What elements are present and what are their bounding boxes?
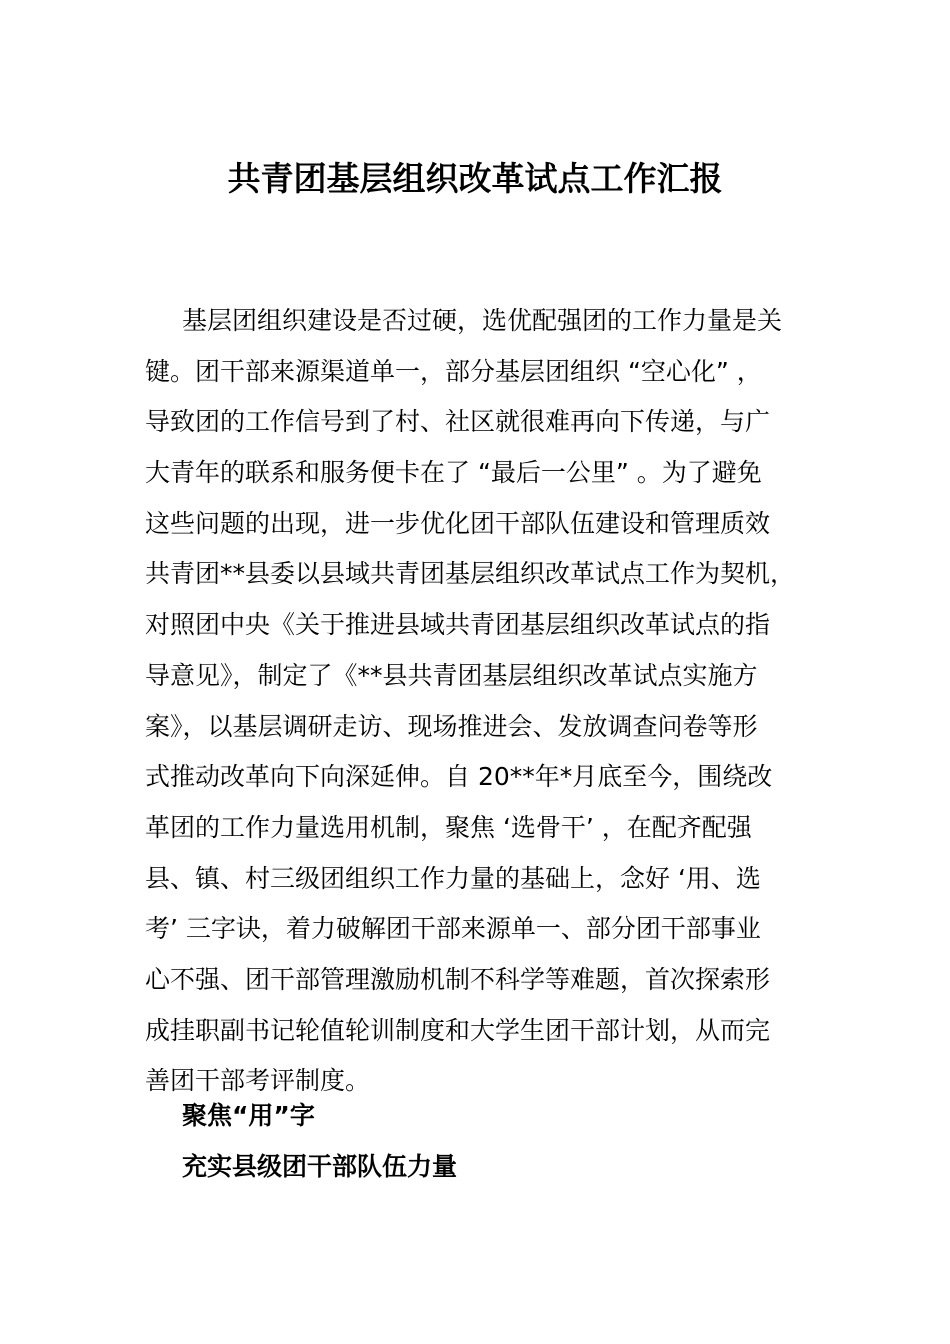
paragraph-line: 考’ 三字诀，着力破解团干部来源单一、部分团干部事业: [145, 914, 761, 944]
paragraph-line: 对照团中央《关于推进县域共青团基层组织改革试点的指: [145, 610, 771, 640]
paragraph-line: 善团干部考评制度。: [145, 1066, 371, 1096]
paragraph-line: 大青年的联系和服务便卡在了 “最后一公里” 。为了避免: [145, 458, 762, 488]
document-title: 共青团基层组织改革试点工作汇报: [227, 159, 723, 198]
paragraph-line: 共青团**县委以县域共青团基层组织改革试点工作为契机，: [145, 559, 796, 589]
subsection-heading: 充实县级团干部队伍力量: [182, 1152, 458, 1181]
paragraph-line: 这些问题的出现，进一步优化团干部队伍建设和管理质效: [145, 508, 771, 538]
body-paragraph: [145, 296, 825, 1107]
paragraph-line: 案》，以基层调研走访、现场推进会、发放调查问卷等形: [145, 711, 758, 741]
paragraph-line: 革团的工作力量选用机制，聚焦 ‘选骨干’ ，在配齐配强: [145, 812, 752, 842]
paragraph-line: 式推动改革向下向深延伸。自 20**年*月底至今，围绕改: [145, 762, 773, 792]
paragraph-line: 导致团的工作信号到了村、社区就很难再向下传递，与广: [145, 407, 771, 437]
paragraph-line: 心不强、团干部管理激励机制不科学等难题，首次探索形: [145, 964, 771, 994]
paragraph-line: 键。团干部来源渠道单一，部分基层团组织 “空心化” ，: [145, 356, 762, 386]
paragraph-line: 基层团组织建设是否过硬，选优配强团的工作力量是关: [182, 306, 783, 335]
paragraph-line: 县、镇、村三级团组织工作力量的基础上，念好 ‘用、选: [145, 863, 761, 893]
paragraph-line: 导意见》，制定了《**县共青团基层组织改革试点实施方: [145, 660, 758, 690]
section-heading: 聚焦“用”字: [182, 1101, 315, 1130]
paragraph-line: 成挂职副书记轮值轮训制度和大学生团干部计划，从而完: [145, 1015, 771, 1045]
